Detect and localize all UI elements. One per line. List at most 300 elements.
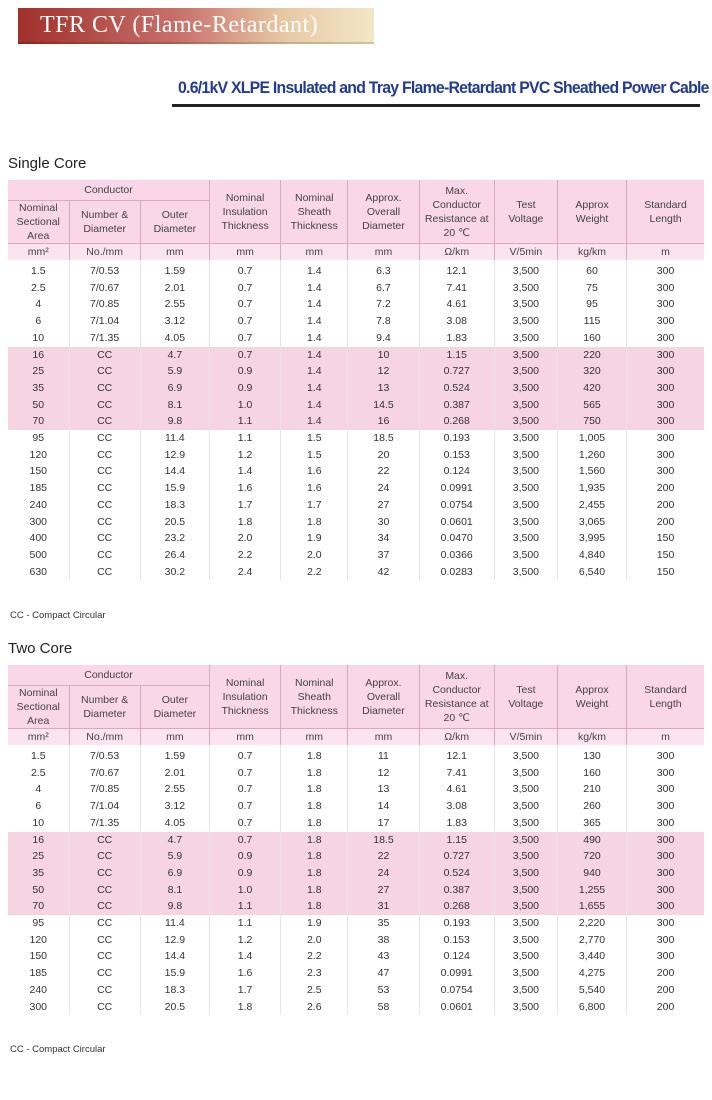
table-cell: 7.8 <box>348 313 419 330</box>
table-cell: 1.1 <box>209 915 280 932</box>
table-cell: CC <box>69 380 140 397</box>
table-cell: 185 <box>29 482 48 495</box>
table-cell: 0.0754 <box>419 982 494 999</box>
table-cell: 4.05 <box>140 330 209 347</box>
table-cell: 300 <box>627 296 704 313</box>
table-cell: 1.8 <box>281 514 348 531</box>
table-cell: CC <box>69 898 140 915</box>
table-cell: 1.7 <box>209 497 280 514</box>
table-cell: 750 <box>557 413 626 430</box>
column-header: Nominal Insulation Thickness <box>209 180 280 244</box>
unit-header: mm <box>140 244 209 261</box>
table-cell: 3,500 <box>494 347 557 364</box>
table-row <box>8 781 704 798</box>
table-cell: 95 <box>557 296 626 313</box>
conductor-group-header: Conductor <box>8 180 209 201</box>
column-header: Nominal Sectional Area <box>8 201 69 244</box>
table-row <box>8 999 704 1016</box>
table-row <box>8 260 704 280</box>
table-cell: 1.8 <box>281 882 348 899</box>
table-cell: 300 <box>627 948 704 965</box>
table-cell: 3,500 <box>494 530 557 547</box>
table-cell: 3,500 <box>494 497 557 514</box>
table-row <box>8 347 704 364</box>
table-cell: 300 <box>627 363 704 380</box>
subtitle-underline <box>172 104 700 107</box>
unit-header: mm <box>348 244 419 261</box>
single-core-table <box>8 180 704 580</box>
column-header: Standard Length <box>627 665 704 729</box>
table-cell: 3,500 <box>494 514 557 531</box>
table-cell: 1.8 <box>209 514 280 531</box>
table-cell: 7.41 <box>419 765 494 782</box>
table-cell: 7/0.85 <box>69 781 140 798</box>
table-cell: 18.5 <box>348 430 419 447</box>
table-cell: 0.124 <box>419 948 494 965</box>
table-cell: 220 <box>557 347 626 364</box>
table-cell: 1.8 <box>281 898 348 915</box>
table-cell: 150 <box>627 530 704 547</box>
table-cell: 300 <box>627 848 704 865</box>
table-cell: 2.0 <box>281 547 348 564</box>
table-cell: 3,500 <box>494 564 557 581</box>
table-cell: 300 <box>627 397 704 414</box>
table-cell: 3,500 <box>494 832 557 849</box>
table-cell: 22 <box>348 848 419 865</box>
table-cell: 70 <box>8 898 69 915</box>
table-cell: 7.41 <box>419 280 494 297</box>
table-cell: 2.4 <box>209 564 280 581</box>
column-header: Outer Diameter <box>140 686 209 729</box>
table-cell: 1.5 <box>281 447 348 464</box>
table-cell: CC <box>69 999 140 1016</box>
table-cell: 27 <box>348 497 419 514</box>
table-cell: 42 <box>348 564 419 581</box>
table-row <box>8 848 704 865</box>
table-cell: 1,005 <box>557 430 626 447</box>
column-header: Nominal Sectional Area <box>8 686 69 729</box>
title-banner <box>18 8 374 44</box>
table-cell: 2.5 <box>30 766 46 779</box>
table-cell: 1.6 <box>281 480 348 497</box>
table-cell: CC <box>69 480 140 497</box>
table-cell: 0.9 <box>209 363 280 380</box>
table-cell: 8.1 <box>140 882 209 899</box>
table-cell: 1,560 <box>557 463 626 480</box>
table-cell: 25 <box>8 848 69 865</box>
table-cell: 1.4 <box>281 347 348 364</box>
table-cell: 2.0 <box>281 932 348 949</box>
table-row <box>8 915 704 932</box>
table-cell: 720 <box>557 848 626 865</box>
table-cell: 210 <box>557 781 626 798</box>
table-cell: CC <box>69 463 140 480</box>
table-cell: 9.8 <box>140 413 209 430</box>
table-cell: 4 <box>35 783 42 796</box>
table-row <box>8 413 704 430</box>
table-cell: 0.7 <box>209 798 280 815</box>
table-row <box>8 313 704 330</box>
table-cell: 150 <box>627 547 704 564</box>
table-cell: 2.01 <box>140 765 209 782</box>
unit-header: mm <box>348 729 419 746</box>
table-cell: 1.8 <box>281 832 348 849</box>
table-cell: 120 <box>29 448 48 461</box>
two-core-title: Two Core <box>8 640 73 657</box>
table-cell: 1.8 <box>281 798 348 815</box>
table-cell: 420 <box>557 380 626 397</box>
table-cell: 0.153 <box>419 447 494 464</box>
table-cell: 6 <box>35 315 42 328</box>
table-cell: 3,440 <box>557 948 626 965</box>
table-cell: 11 <box>348 745 419 765</box>
table-cell: 3,500 <box>494 330 557 347</box>
table-cell: 1.5 <box>30 750 46 762</box>
table-cell: 4.61 <box>419 296 494 313</box>
table-cell: 0.0754 <box>419 497 494 514</box>
table-cell: 0.0283 <box>419 564 494 581</box>
table-cell: 1,260 <box>557 447 626 464</box>
table-row <box>8 765 704 782</box>
table-cell: 1.59 <box>140 745 209 765</box>
table-cell: 300 <box>627 260 704 280</box>
table-cell: 3.12 <box>140 313 209 330</box>
table-cell: 120 <box>29 933 48 946</box>
table-cell: 10 <box>348 347 419 364</box>
table-cell: 6.9 <box>140 380 209 397</box>
table-cell: 6,540 <box>557 564 626 581</box>
table-cell: 300 <box>627 745 704 765</box>
column-header: Test Voltage <box>494 180 557 244</box>
table-cell: 4,840 <box>557 547 626 564</box>
column-header: Outer Diameter <box>140 201 209 244</box>
unit-header: V/5min <box>494 729 557 746</box>
table-cell: 10 <box>32 331 45 344</box>
table-cell: 0.153 <box>419 932 494 949</box>
table-cell: 0.0991 <box>419 965 494 982</box>
table-cell: 300 <box>627 347 704 364</box>
table-cell: 4.7 <box>140 832 209 849</box>
table-cell: 0.387 <box>419 882 494 899</box>
banner-title: TFR CV (Flame-Retardant) <box>40 12 319 38</box>
table-cell: 18.3 <box>140 497 209 514</box>
table-cell: 1.4 <box>209 948 280 965</box>
table-cell: 300 <box>29 515 48 528</box>
table-cell: 35 <box>8 380 69 397</box>
table-cell: 75 <box>557 280 626 297</box>
table-cell: 0.268 <box>419 898 494 915</box>
column-header: Nominal Insulation Thickness <box>209 665 280 729</box>
table-cell: 14.5 <box>348 397 419 414</box>
table-cell: 1.8 <box>281 848 348 865</box>
table-cell: 300 <box>627 413 704 430</box>
table-cell: 300 <box>627 915 704 932</box>
table-cell: 3,500 <box>494 380 557 397</box>
table-cell: 300 <box>627 832 704 849</box>
table-cell: 1.9 <box>281 530 348 547</box>
table-cell: 2,455 <box>557 497 626 514</box>
table-cell: 11.4 <box>140 915 209 932</box>
table-cell: 2.01 <box>140 280 209 297</box>
table-cell: 30.2 <box>140 564 209 581</box>
table-cell: CC <box>69 497 140 514</box>
table-cell: CC <box>69 915 140 932</box>
table-cell: 15.9 <box>140 480 209 497</box>
table-row <box>8 882 704 899</box>
table-cell: CC <box>69 832 140 849</box>
table-cell: 200 <box>627 514 704 531</box>
table-cell: 3,500 <box>494 815 557 832</box>
table-cell: 3,500 <box>494 965 557 982</box>
table-cell: 4.7 <box>140 347 209 364</box>
table-cell: 16 <box>8 832 69 849</box>
table-cell: 1.59 <box>140 260 209 280</box>
table-cell: 26.4 <box>140 547 209 564</box>
table-cell: 1.4 <box>281 413 348 430</box>
table-row <box>8 815 704 832</box>
table-cell: 565 <box>557 397 626 414</box>
table-cell: 3.08 <box>419 313 494 330</box>
table-cell: 3,500 <box>494 882 557 899</box>
table-cell: 1.1 <box>209 898 280 915</box>
table-cell: 300 <box>627 380 704 397</box>
table-cell: 300 <box>627 815 704 832</box>
table-cell: 16 <box>348 413 419 430</box>
table-cell: 1.5 <box>30 265 46 277</box>
table-cell: 2.5 <box>281 982 348 999</box>
table-cell: 12.1 <box>419 260 494 280</box>
table-cell: 3,500 <box>494 781 557 798</box>
table-cell: 11.4 <box>140 430 209 447</box>
table-cell: 2.55 <box>140 781 209 798</box>
table-cell: CC <box>69 848 140 865</box>
table-cell: 1.8 <box>281 815 348 832</box>
table-cell: 15.9 <box>140 965 209 982</box>
table-cell: 200 <box>627 982 704 999</box>
table-cell: 47 <box>348 965 419 982</box>
table-row <box>8 380 704 397</box>
table-cell: 300 <box>627 865 704 882</box>
table-cell: 115 <box>557 313 626 330</box>
column-header: Approx Weight <box>557 180 626 244</box>
table-cell: CC <box>69 948 140 965</box>
table-cell: 0.524 <box>419 865 494 882</box>
table-row <box>8 547 704 564</box>
table-cell: 3,500 <box>494 765 557 782</box>
table-cell: 1,655 <box>557 898 626 915</box>
table-cell: 3.12 <box>140 798 209 815</box>
table-cell: 53 <box>348 982 419 999</box>
table-cell: 300 <box>627 313 704 330</box>
table-cell: 3,500 <box>494 313 557 330</box>
table-cell: 14.4 <box>140 463 209 480</box>
table-cell: CC <box>69 514 140 531</box>
table-cell: 1.15 <box>419 832 494 849</box>
table-cell: 300 <box>627 430 704 447</box>
column-header: Nominal Sheath Thickness <box>281 180 348 244</box>
table-row <box>8 564 704 581</box>
table-cell: 95 <box>32 432 45 445</box>
table-cell: 3,500 <box>494 915 557 932</box>
table-cell: 20 <box>348 447 419 464</box>
table-cell: 1.9 <box>281 915 348 932</box>
table-cell: 0.7 <box>209 745 280 765</box>
table-cell: 20.5 <box>140 514 209 531</box>
table-cell: 5.9 <box>140 848 209 865</box>
table-cell: CC <box>69 430 140 447</box>
table-cell: 0.727 <box>419 848 494 865</box>
unit-header: mm <box>281 244 348 261</box>
table-row <box>8 798 704 815</box>
table-cell: 185 <box>29 967 48 980</box>
table-cell: 300 <box>627 447 704 464</box>
table-cell: 3,500 <box>494 430 557 447</box>
column-header: Approx. Overall Diameter <box>348 180 419 244</box>
table-cell: 260 <box>557 798 626 815</box>
table-cell: 3,500 <box>494 999 557 1016</box>
table-cell: 150 <box>29 465 48 478</box>
table-cell: 1.4 <box>281 330 348 347</box>
table-cell: 13 <box>348 781 419 798</box>
table-row <box>8 463 704 480</box>
table-cell: 31 <box>348 898 419 915</box>
column-header: Approx Weight <box>557 665 626 729</box>
table-cell: 1.15 <box>419 347 494 364</box>
table-cell: 2,220 <box>557 915 626 932</box>
table-cell: 1.0 <box>209 397 280 414</box>
table-row <box>8 865 704 882</box>
table-cell: 1.1 <box>209 413 280 430</box>
table-cell: 17 <box>348 815 419 832</box>
table-cell: 60 <box>557 260 626 280</box>
table-cell: CC <box>69 347 140 364</box>
table-cell: 365 <box>557 815 626 832</box>
table-cell: 3,500 <box>494 447 557 464</box>
table-cell: 0.9 <box>209 380 280 397</box>
table-cell: 3,500 <box>494 547 557 564</box>
table-cell: 0.0601 <box>419 999 494 1016</box>
table-cell: 3,995 <box>557 530 626 547</box>
unit-header: mm <box>140 729 209 746</box>
table-cell: 16 <box>8 347 69 364</box>
table-cell: 2.6 <box>281 999 348 1016</box>
table-cell: 0.0470 <box>419 530 494 547</box>
table-cell: 240 <box>29 498 48 511</box>
table-cell: 150 <box>627 564 704 581</box>
table-cell: 1.4 <box>281 296 348 313</box>
table-cell: 300 <box>627 280 704 297</box>
column-header: Max. Conductor Resistance at 20 ℃ <box>419 665 494 729</box>
table-cell: 14.4 <box>140 948 209 965</box>
table-row <box>8 447 704 464</box>
table-cell: 4.05 <box>140 815 209 832</box>
table-cell: 1.4 <box>281 313 348 330</box>
table-cell: 0.7 <box>209 260 280 280</box>
table-cell: 0.0991 <box>419 480 494 497</box>
table-cell: CC <box>69 965 140 982</box>
table-cell: 1.83 <box>419 815 494 832</box>
table-cell: 1,935 <box>557 480 626 497</box>
table-cell: 0.9 <box>209 865 280 882</box>
table-cell: 7/1.04 <box>69 313 140 330</box>
table-cell: 50 <box>8 882 69 899</box>
table-cell: CC <box>69 530 140 547</box>
unit-header: m <box>627 729 704 746</box>
table-row <box>8 932 704 949</box>
table-cell: 7/0.53 <box>69 260 140 280</box>
table-cell: 0.193 <box>419 430 494 447</box>
table-cell: 24 <box>348 865 419 882</box>
table-cell: 160 <box>557 330 626 347</box>
table-cell: 0.524 <box>419 380 494 397</box>
table-cell: 12.9 <box>140 447 209 464</box>
table-row <box>8 430 704 447</box>
table-cell: 300 <box>627 898 704 915</box>
table-cell: 0.7 <box>209 765 280 782</box>
unit-header: Ω/km <box>419 729 494 746</box>
column-header: Number & Diameter <box>69 201 140 244</box>
table-cell: 1.8 <box>281 781 348 798</box>
table-cell: 6.9 <box>140 865 209 882</box>
table-cell: 300 <box>627 798 704 815</box>
table-cell: 1.83 <box>419 330 494 347</box>
table-cell: 3,500 <box>494 932 557 949</box>
table-cell: 3,500 <box>494 745 557 765</box>
column-header: Number & Diameter <box>69 686 140 729</box>
table-cell: 300 <box>627 882 704 899</box>
table-cell: 1.8 <box>209 999 280 1016</box>
table-cell: 1.4 <box>281 380 348 397</box>
table-row <box>8 832 704 849</box>
table-cell: 35 <box>8 865 69 882</box>
table-cell: 38 <box>348 932 419 949</box>
table-cell: 300 <box>29 1000 48 1013</box>
table-row <box>8 745 704 765</box>
table-cell: 23.2 <box>140 530 209 547</box>
table-cell: 630 <box>29 565 48 578</box>
unit-header: Ω/km <box>419 244 494 261</box>
table-cell: 34 <box>348 530 419 547</box>
table-cell: 0.7 <box>209 296 280 313</box>
table-cell: 2.55 <box>140 296 209 313</box>
table-cell: 70 <box>8 413 69 430</box>
table-row <box>8 397 704 414</box>
table-cell: 7.2 <box>348 296 419 313</box>
table-cell: 2,770 <box>557 932 626 949</box>
table-cell: 3,500 <box>494 848 557 865</box>
table-cell: 3,500 <box>494 280 557 297</box>
table-cell: CC <box>69 882 140 899</box>
table-cell: 1.4 <box>209 463 280 480</box>
table-cell: CC <box>69 413 140 430</box>
table-row <box>8 330 704 347</box>
unit-header: m <box>627 244 704 261</box>
table-cell: 0.124 <box>419 463 494 480</box>
table-cell: 8.1 <box>140 397 209 414</box>
table-cell: 320 <box>557 363 626 380</box>
table-cell: 940 <box>557 865 626 882</box>
table-cell: 0.0366 <box>419 547 494 564</box>
table-cell: 58 <box>348 999 419 1016</box>
unit-header: kg/km <box>557 729 626 746</box>
table-cell: CC <box>69 363 140 380</box>
table-cell: 300 <box>627 330 704 347</box>
table-cell: 3,065 <box>557 514 626 531</box>
unit-header: mm² <box>8 729 69 746</box>
table-cell: 0.7 <box>209 313 280 330</box>
table-cell: 50 <box>8 397 69 414</box>
table-cell: 3,500 <box>494 397 557 414</box>
